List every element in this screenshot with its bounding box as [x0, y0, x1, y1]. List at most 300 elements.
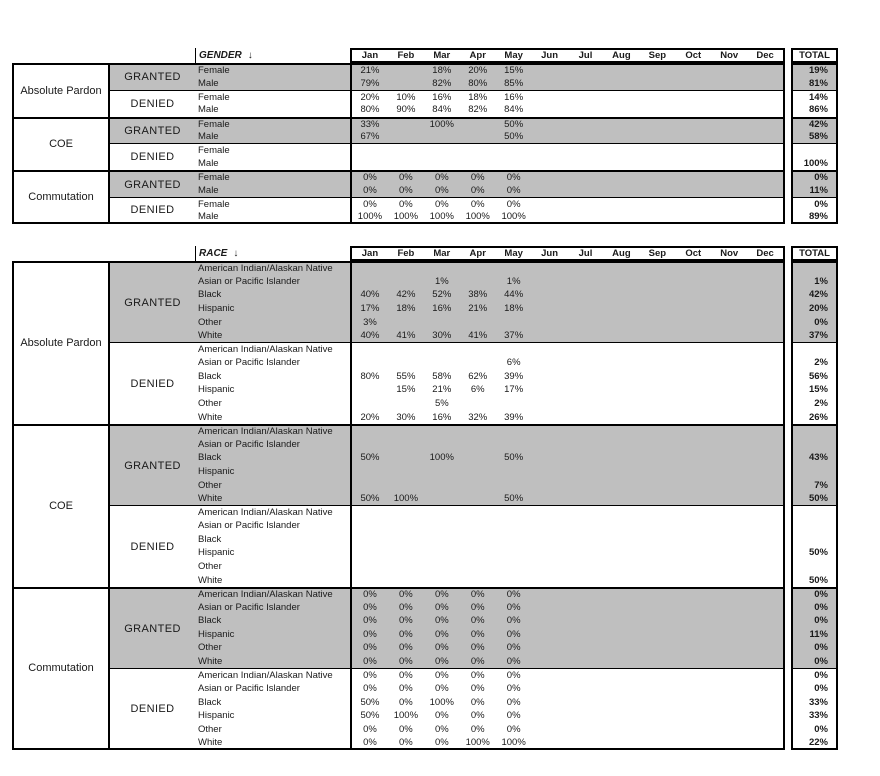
value-cell: [603, 669, 639, 682]
total-cell: 11%: [791, 628, 838, 642]
month-values: [350, 342, 785, 356]
value-cell: 10%: [396, 91, 416, 103]
value-cell: 100%: [465, 210, 490, 222]
month-values: [350, 197, 785, 210]
value-cell: [568, 709, 604, 723]
value-cell: [568, 723, 604, 737]
value-cell: 33%: [360, 118, 380, 130]
row-label: Hispanic: [195, 302, 350, 316]
table-row: [195, 76, 838, 89]
value-cell: [675, 275, 711, 289]
value-cell: [639, 519, 675, 533]
table-row: [195, 63, 838, 76]
total-cell: 0%: [791, 668, 838, 682]
value-cell: [603, 130, 639, 143]
value-cell: [424, 506, 460, 519]
value-cell: 16%: [432, 91, 452, 103]
value-cell: [675, 669, 711, 682]
value-cell: 50%: [360, 710, 380, 722]
value-cell: 0%: [506, 683, 521, 695]
total-cell: 0%: [791, 655, 838, 669]
value-cell: 82%: [432, 77, 452, 89]
value-cell: [460, 130, 496, 143]
value-cell: [460, 519, 496, 533]
value-cell: 17%: [360, 303, 380, 315]
value-cell: 0%: [470, 683, 485, 695]
total-cell: 19%: [791, 63, 838, 76]
value-cell: [747, 723, 783, 737]
value-cell: 52%: [432, 289, 452, 301]
value-cell: 16%: [432, 303, 452, 315]
value-cell: 0%: [399, 670, 413, 682]
value-cell: [675, 119, 711, 130]
value-cell: 18%: [468, 91, 488, 103]
value-cell: [603, 198, 639, 210]
value-cell: [568, 478, 604, 492]
value-cell: [388, 144, 424, 156]
table-row: [195, 170, 838, 183]
value-cell: 16%: [504, 91, 524, 103]
total-cell: 0%: [791, 587, 838, 601]
value-cell: [352, 465, 388, 479]
value-cell: [711, 669, 747, 682]
table-row: [195, 438, 838, 452]
table-gender: [12, 48, 838, 222]
table-row: [195, 329, 838, 343]
table-header-row: [12, 48, 838, 63]
month-header: Nov: [720, 248, 739, 259]
value-cell: [352, 560, 388, 574]
value-cell: [568, 628, 604, 642]
value-cell: 84%: [504, 104, 524, 116]
value-cell: [675, 329, 711, 343]
value-cell: [460, 119, 496, 130]
table-row: [195, 288, 838, 302]
value-cell: 0%: [363, 601, 377, 613]
value-cell: [388, 533, 424, 547]
blocks-wrapper: [110, 424, 838, 587]
value-cell: 0%: [363, 670, 377, 682]
value-cell: [675, 91, 711, 103]
value-cell: 0%: [399, 184, 413, 196]
value-cell: [532, 370, 568, 384]
table-row: [195, 157, 838, 170]
total-cell: [791, 465, 838, 479]
value-cell: [711, 641, 747, 655]
value-cell: [352, 144, 388, 156]
value-cell: [747, 65, 783, 76]
value-cell: [639, 410, 675, 424]
value-cell: 0%: [399, 656, 413, 668]
value-cell: [603, 103, 639, 116]
value-cell: [388, 397, 424, 411]
value-cell: [388, 465, 424, 479]
value-cell: [496, 560, 532, 574]
value-cell: [388, 119, 424, 130]
value-cell: [352, 573, 388, 587]
value-cell: [352, 356, 388, 370]
total-cell: 11%: [791, 184, 838, 197]
value-cell: [460, 492, 496, 506]
total-cell: 1%: [791, 275, 838, 289]
month-header: Jan: [361, 50, 379, 61]
value-cell: [568, 119, 604, 130]
value-cell: 0%: [434, 642, 449, 654]
value-cell: 0%: [470, 615, 485, 627]
value-cell: [747, 76, 783, 89]
blocks-wrapper: [110, 261, 838, 424]
value-cell: [603, 709, 639, 723]
month-values: [350, 170, 785, 183]
value-cell: 0%: [363, 656, 377, 668]
month-values: [350, 117, 785, 130]
month-header: Jun: [541, 248, 559, 259]
value-cell: 62%: [468, 370, 488, 382]
value-cell: 100%: [393, 493, 419, 505]
value-cell: [639, 641, 675, 655]
total-cell: 14%: [791, 90, 838, 103]
value-cell: [532, 157, 568, 170]
value-cell: [568, 410, 604, 424]
value-cell: [388, 275, 424, 289]
value-cell: [747, 669, 783, 682]
row-label: Asian or Pacific Islander: [195, 600, 350, 614]
total-cell: 0%: [791, 641, 838, 655]
table-row: [195, 709, 838, 723]
value-cell: 0%: [363, 198, 377, 210]
month-values: [350, 465, 785, 479]
value-cell: [747, 560, 783, 574]
month-values: [350, 641, 785, 655]
value-cell: [747, 628, 783, 642]
value-cell: [675, 589, 711, 601]
value-cell: 80%: [360, 104, 380, 116]
value-cell: 41%: [396, 330, 416, 342]
table-row: [195, 478, 838, 492]
value-cell: [603, 655, 639, 669]
table-row: [195, 546, 838, 560]
value-cell: [568, 130, 604, 143]
value-cell: 0%: [506, 656, 521, 668]
value-cell: [675, 696, 711, 710]
value-cell: [675, 492, 711, 506]
month-values: [350, 397, 785, 411]
status-block: [110, 143, 838, 170]
value-cell: 50%: [360, 493, 380, 505]
value-cell: [639, 600, 675, 614]
value-cell: [675, 210, 711, 221]
value-cell: [460, 397, 496, 411]
month-values: [350, 383, 785, 397]
value-cell: [711, 709, 747, 723]
value-cell: [675, 263, 711, 275]
value-cell: [496, 426, 532, 438]
value-cell: 0%: [506, 628, 521, 640]
total-cell: 42%: [791, 117, 838, 130]
value-cell: [496, 397, 532, 411]
value-cell: 100%: [429, 696, 454, 708]
value-cell: 20%: [360, 91, 380, 103]
value-cell: [568, 302, 604, 316]
value-cell: 0%: [434, 670, 449, 682]
value-cell: [747, 506, 783, 519]
value-cell: [568, 573, 604, 587]
value-cell: [603, 370, 639, 384]
status-cell: GRANTED: [110, 117, 195, 144]
value-cell: [711, 275, 747, 289]
value-cell: [532, 302, 568, 316]
value-cell: [711, 628, 747, 642]
value-cell: 16%: [432, 411, 452, 423]
blocks-wrapper: [110, 63, 838, 117]
sort-down-icon[interactable]: ↓: [247, 50, 253, 61]
value-cell: [675, 410, 711, 424]
table-row: [195, 315, 838, 329]
value-cell: [603, 736, 639, 748]
total-cell: 56%: [791, 370, 838, 384]
value-cell: 1%: [434, 275, 449, 287]
table-row: [195, 130, 838, 143]
value-cell: [747, 589, 783, 601]
value-cell: [568, 370, 604, 384]
value-cell: [532, 573, 568, 587]
value-cell: 79%: [360, 77, 380, 89]
table-row: [195, 465, 838, 479]
table-body: [12, 261, 838, 750]
value-cell: [496, 263, 532, 275]
value-cell: [568, 560, 604, 574]
month-header: Jul: [578, 248, 593, 259]
value-cell: [568, 696, 604, 710]
value-cell: [639, 315, 675, 329]
value-cell: [639, 655, 675, 669]
value-cell: [711, 589, 747, 601]
table-row: [195, 723, 838, 737]
value-cell: 0%: [470, 670, 485, 682]
value-cell: [711, 130, 747, 143]
value-cell: [460, 560, 496, 574]
month-values: [350, 63, 785, 76]
value-cell: 0%: [506, 642, 521, 654]
category-section: [12, 261, 838, 424]
value-cell: [675, 506, 711, 519]
value-cell: [424, 465, 460, 479]
value-cell: 1%: [506, 275, 521, 287]
value-cell: [675, 383, 711, 397]
table-row: [195, 397, 838, 411]
row-label: Hispanic: [195, 628, 350, 642]
status-block: [110, 261, 838, 342]
month-values: [350, 736, 785, 750]
value-cell: 100%: [357, 210, 383, 222]
row-label: American Indian/Alaskan Native: [195, 505, 350, 519]
row-label: Male: [195, 103, 350, 116]
value-cell: [532, 492, 568, 506]
value-cell: [711, 210, 747, 221]
value-cell: [639, 589, 675, 601]
value-cell: [532, 723, 568, 737]
category-section: [12, 170, 838, 224]
value-cell: [675, 546, 711, 560]
value-cell: [747, 533, 783, 547]
value-cell: [352, 533, 388, 547]
value-cell: [711, 465, 747, 479]
value-cell: 0%: [434, 198, 449, 210]
total-cell: 81%: [791, 76, 838, 89]
value-cell: [603, 682, 639, 696]
table-row: [195, 614, 838, 628]
value-cell: [352, 343, 388, 356]
value-cell: [711, 614, 747, 628]
value-cell: 0%: [363, 642, 377, 654]
value-cell: [675, 641, 711, 655]
sort-down-icon[interactable]: ↓: [233, 248, 239, 259]
month-header: Mar: [433, 248, 451, 259]
row-label: American Indian/Alaskan Native: [195, 668, 350, 682]
value-cell: 0%: [399, 601, 413, 613]
table-row: [195, 600, 838, 614]
value-cell: [711, 356, 747, 370]
value-cell: 0%: [506, 589, 521, 601]
status-cell: DENIED: [110, 668, 195, 749]
total-cell: 0%: [791, 197, 838, 210]
value-cell: [460, 546, 496, 560]
category-cell: Commutation: [12, 170, 110, 224]
value-cell: [424, 144, 460, 156]
value-cell: [747, 315, 783, 329]
month-values: [350, 76, 785, 89]
value-cell: [568, 76, 604, 89]
value-cell: 50%: [504, 493, 524, 505]
total-cell: 15%: [791, 383, 838, 397]
value-cell: [675, 130, 711, 143]
value-cell: [639, 426, 675, 438]
value-cell: [747, 641, 783, 655]
value-cell: [532, 614, 568, 628]
value-cell: [568, 275, 604, 289]
row-label: American Indian/Alaskan Native: [195, 261, 350, 275]
total-cell: [791, 560, 838, 574]
value-cell: [532, 356, 568, 370]
value-cell: [711, 736, 747, 748]
value-cell: [603, 383, 639, 397]
rows-wrapper: [195, 63, 838, 90]
value-cell: [568, 157, 604, 170]
value-cell: [603, 302, 639, 316]
table-row: [195, 117, 838, 130]
value-cell: [675, 76, 711, 89]
value-cell: [532, 130, 568, 143]
row-label: Black: [195, 370, 350, 384]
status-cell: GRANTED: [110, 63, 195, 90]
value-cell: 17%: [504, 384, 524, 396]
value-cell: [460, 533, 496, 547]
value-cell: [747, 130, 783, 143]
value-cell: [747, 343, 783, 356]
value-cell: 0%: [506, 601, 521, 613]
value-cell: [532, 275, 568, 289]
value-cell: [352, 383, 388, 397]
value-cell: [639, 288, 675, 302]
table-header-title: RACE: [199, 248, 228, 259]
value-cell: [532, 76, 568, 89]
value-cell: [639, 669, 675, 682]
value-cell: 3%: [363, 316, 377, 328]
value-cell: [711, 119, 747, 130]
row-label: Female: [195, 90, 350, 103]
value-cell: [711, 343, 747, 356]
value-cell: [639, 198, 675, 210]
value-cell: [603, 628, 639, 642]
value-cell: [352, 438, 388, 452]
value-cell: [568, 288, 604, 302]
row-label: Hispanic: [195, 709, 350, 723]
value-cell: [532, 397, 568, 411]
value-cell: [603, 329, 639, 343]
value-cell: [532, 119, 568, 130]
status-block: [110, 587, 838, 668]
value-cell: [603, 426, 639, 438]
value-cell: [603, 696, 639, 710]
value-cell: [603, 465, 639, 479]
value-cell: [639, 76, 675, 89]
value-cell: 80%: [468, 77, 488, 89]
value-cell: 38%: [468, 289, 488, 301]
value-cell: 0%: [506, 184, 521, 196]
value-cell: [675, 519, 711, 533]
value-cell: [675, 184, 711, 197]
value-cell: [424, 560, 460, 574]
value-cell: [675, 709, 711, 723]
rows-wrapper: [195, 587, 838, 668]
value-cell: [568, 614, 604, 628]
status-cell: DENIED: [110, 143, 195, 170]
value-cell: [568, 329, 604, 343]
status-block: [110, 63, 838, 90]
row-label: White: [195, 573, 350, 587]
value-cell: 0%: [470, 642, 485, 654]
row-label: Black: [195, 533, 350, 547]
value-cell: [424, 533, 460, 547]
value-cell: 0%: [363, 184, 377, 196]
value-cell: [603, 91, 639, 103]
table-row: [195, 261, 838, 275]
row-label: Asian or Pacific Islander: [195, 682, 350, 696]
value-cell: [603, 184, 639, 197]
value-cell: [675, 65, 711, 76]
status-block: [110, 170, 838, 197]
value-cell: 0%: [506, 710, 521, 722]
value-cell: 6%: [506, 357, 521, 369]
value-cell: 100%: [429, 210, 454, 222]
table-header-row: [12, 246, 838, 261]
value-cell: 44%: [504, 289, 524, 301]
value-cell: [388, 506, 424, 519]
month-values: [350, 329, 785, 343]
value-cell: [747, 614, 783, 628]
row-label: Asian or Pacific Islander: [195, 438, 350, 452]
value-cell: 0%: [506, 696, 521, 708]
month-values: [350, 261, 785, 275]
value-cell: [639, 144, 675, 156]
value-cell: [639, 478, 675, 492]
total-cell: 43%: [791, 451, 838, 465]
value-cell: [532, 533, 568, 547]
month-values: [350, 600, 785, 614]
value-cell: [711, 172, 747, 183]
value-cell: [603, 410, 639, 424]
value-cell: [568, 315, 604, 329]
